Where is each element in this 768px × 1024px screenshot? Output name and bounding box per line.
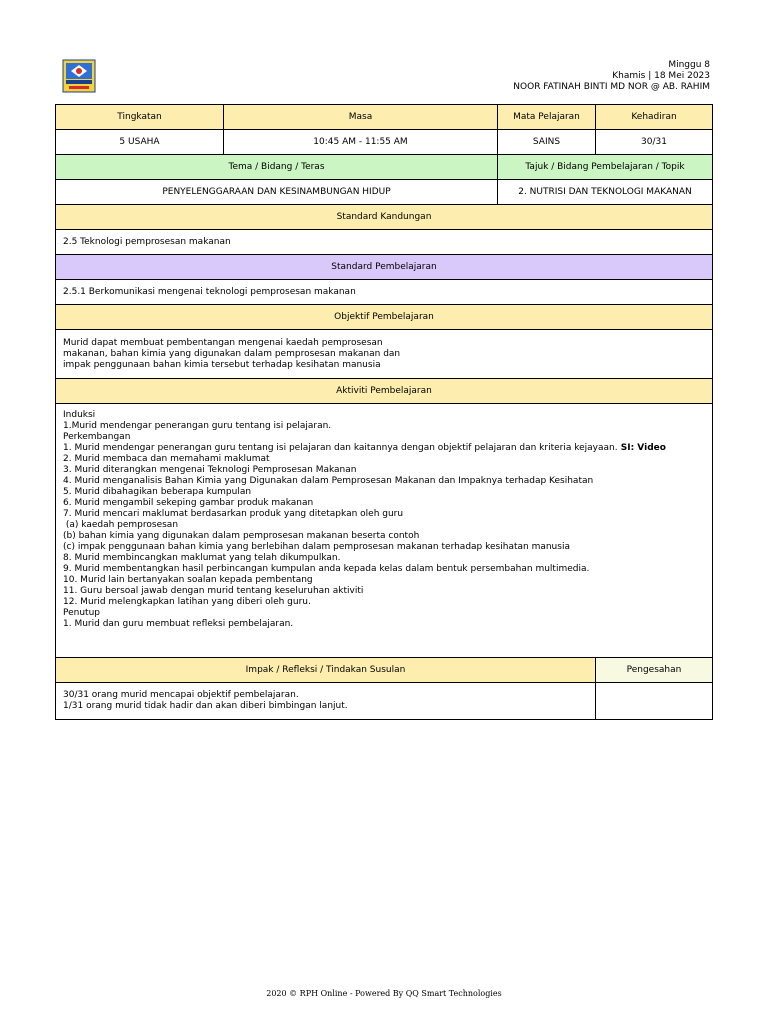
date-label: Khamis | 18 Mei 2023 (612, 71, 710, 81)
standard-pembelajaran-value: 2.5.1 Berkomunikasi mengenai teknologi pemprosesan makanan (56, 280, 713, 305)
lesson-header (513, 60, 710, 93)
aktiviti-line: 3. Murid diterangkan mengenai Teknologi Pemprosesan Makanan (63, 465, 357, 475)
masa-value: 10:45 AM - 11:55 AM (224, 130, 498, 155)
aktiviti-line: 12. Murid melengkapkan latihan yang diberi oleh guru. (63, 597, 311, 607)
mata-pelajaran-value: SAINS (498, 130, 596, 155)
tingkatan-value: 5 USAHA (56, 130, 224, 155)
school-crest-icon (61, 59, 97, 93)
aktiviti-header: Aktiviti Pembelajaran (56, 379, 713, 404)
si-video-tag: SI: Video (617, 443, 666, 453)
page-footer: 2020 © RPH Online - Powered By QQ Smart Technologies (266, 989, 502, 998)
lesson-plan-table (55, 104, 713, 720)
aktiviti-line: 1. Murid mendengar penerangan guru tentang isi pelajaran dan kaitannya dengan objektif pelajaran dan kriteria kejayaan. SI: Video (63, 443, 666, 453)
standard-kandungan-header: Standard Kandungan (56, 205, 713, 230)
teacher-name: NOOR FATINAH BINTI MD NOR @ AB. RAHIM (513, 82, 710, 92)
aktiviti-line: (a) kaedah pemprosesan (63, 520, 179, 530)
pengesahan-header: Pengesahan (596, 658, 713, 683)
aktiviti-line: 7. Murid mencari maklumat berdasarkan produk yang ditetapkan oleh guru (63, 509, 404, 519)
aktiviti-line: 8. Murid membincangkan maklumat yang telah dikumpulkan. (63, 553, 341, 563)
aktiviti-line: 9. Murid membentangkan hasil perbincangan kumpulan anda kepada kelas dalam bentuk persembahan multimedia. (63, 564, 590, 574)
aktiviti-line: 2. Murid membaca dan memahami maklumat (63, 454, 270, 464)
aktiviti-line: Induksi (63, 410, 96, 420)
aktiviti-line: Perkembangan (63, 432, 131, 442)
objektif-header: Objektif Pembelajaran (56, 305, 713, 330)
aktiviti-line: (c) impak penggunaan bahan kimia yang berlebihan dalam pemprosesan makanan terhadap kesihatan manusia (63, 542, 570, 552)
tema-header: Tema / Bidang / Teras (56, 155, 498, 180)
aktiviti-line: 1. Murid dan guru membuat refleksi pembelajaran. (63, 619, 294, 629)
standard-pembelajaran-header: Standard Pembelajaran (56, 255, 713, 280)
aktiviti-line: 5. Murid dibahagikan beberapa kumpulan (63, 487, 252, 497)
week-label: Minggu 8 (668, 60, 710, 70)
aktiviti-list (63, 410, 705, 630)
objektif-value: Murid dapat membuat pembentangan mengenai kaedah pemprosesan makanan, bahan kimia yang digunakan dalam pemprosesan makanan dan impak penggunaan bahan kimia tersebut terhadap kesihatan manusia (56, 330, 713, 379)
aktiviti-line: 11. Guru bersoal jawab dengan murid tentang keseluruhan aktiviti (63, 586, 364, 596)
aktiviti-value (56, 404, 713, 658)
impak-value: 30/31 orang murid mencapai objektif pembelajaran. 1/31 orang murid tidak hadir dan akan diberi bimbingan lanjut. (56, 683, 596, 720)
tema-value: PENYELENGGARAAN DAN KESINAMBUNGAN HIDUP (56, 180, 498, 205)
standard-kandungan-value: 2.5 Teknologi pemprosesan makanan (56, 230, 713, 255)
aktiviti-line: 10. Murid lain bertanyakan soalan kepada pembentang (63, 575, 313, 585)
kehadiran-header: Kehadiran (596, 105, 713, 130)
aktiviti-line: 1.Murid mendengar penerangan guru tentang isi pelajaran. (63, 421, 332, 431)
aktiviti-line: 4. Murid menganalisis Bahan Kimia yang Digunakan dalam Pemprosesan Makanan dan Impaknya terhadap Kesihatan (63, 476, 594, 486)
tingkatan-header: Tingkatan (56, 105, 224, 130)
aktiviti-line: Penutup (63, 608, 100, 618)
tajuk-header: Tajuk / Bidang Pembelajaran / Topik (498, 155, 713, 180)
pengesahan-value (596, 683, 713, 720)
kehadiran-value: 30/31 (596, 130, 713, 155)
aktiviti-line: 6. Murid mengambil sekeping gambar produk makanan (63, 498, 314, 508)
impak-header: Impak / Refleksi / Tindakan Susulan (56, 658, 596, 683)
masa-header: Masa (224, 105, 498, 130)
aktiviti-line: (b) bahan kimia yang digunakan dalam pemprosesan makanan beserta contoh (63, 531, 420, 541)
mata-pelajaran-header: Mata Pelajaran (498, 105, 596, 130)
tajuk-value: 2. NUTRISI DAN TEKNOLOGI MAKANAN (498, 180, 713, 205)
